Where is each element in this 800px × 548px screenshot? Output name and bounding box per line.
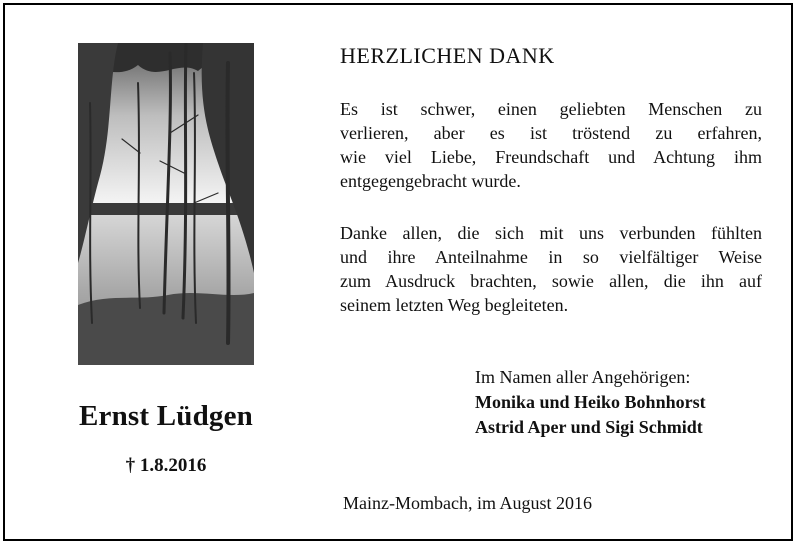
- paragraph-line: wie viel Liebe, Freundschaft und Achtung ihm: [340, 147, 762, 167]
- obituary-card: [3, 3, 793, 541]
- paragraph-line: und ihre Anteilnahme in so vielfältiger Weise: [340, 247, 762, 267]
- signatory-2: Astrid Aper und Sigi Schmidt: [475, 417, 703, 437]
- paragraph-line: entgegengebracht wurde.: [340, 171, 521, 191]
- paragraph-line: zum Ausdruck brachten, sowie allen, die ihn auf: [340, 271, 762, 291]
- place-date: Mainz-Mombach, im August 2016: [343, 493, 592, 513]
- lake-trees-image: [78, 43, 254, 365]
- paragraph-line: Es ist schwer, einen geliebten Menschen zu: [340, 99, 762, 119]
- deceased-name: Ernst Lüdgen: [78, 400, 254, 432]
- lake-photo: [78, 43, 254, 365]
- paragraph-line: Danke allen, die sich mit uns verbunden fühlten: [340, 223, 762, 243]
- thanks-paragraph-2: [340, 221, 762, 317]
- paragraph-line: verlieren, aber es ist tröstend zu erfahren,: [340, 123, 762, 143]
- heading: HERZLICHEN DANK: [340, 43, 555, 68]
- signatory-1: Monika und Heiko Bohnhorst: [475, 392, 706, 412]
- paragraph-line: seinem letzten Weg begleiteten.: [340, 295, 569, 315]
- signoff-line: Im Namen aller Angehörigen:: [475, 367, 691, 387]
- thanks-paragraph-1: [340, 97, 762, 193]
- death-date: † 1.8.2016: [125, 455, 207, 476]
